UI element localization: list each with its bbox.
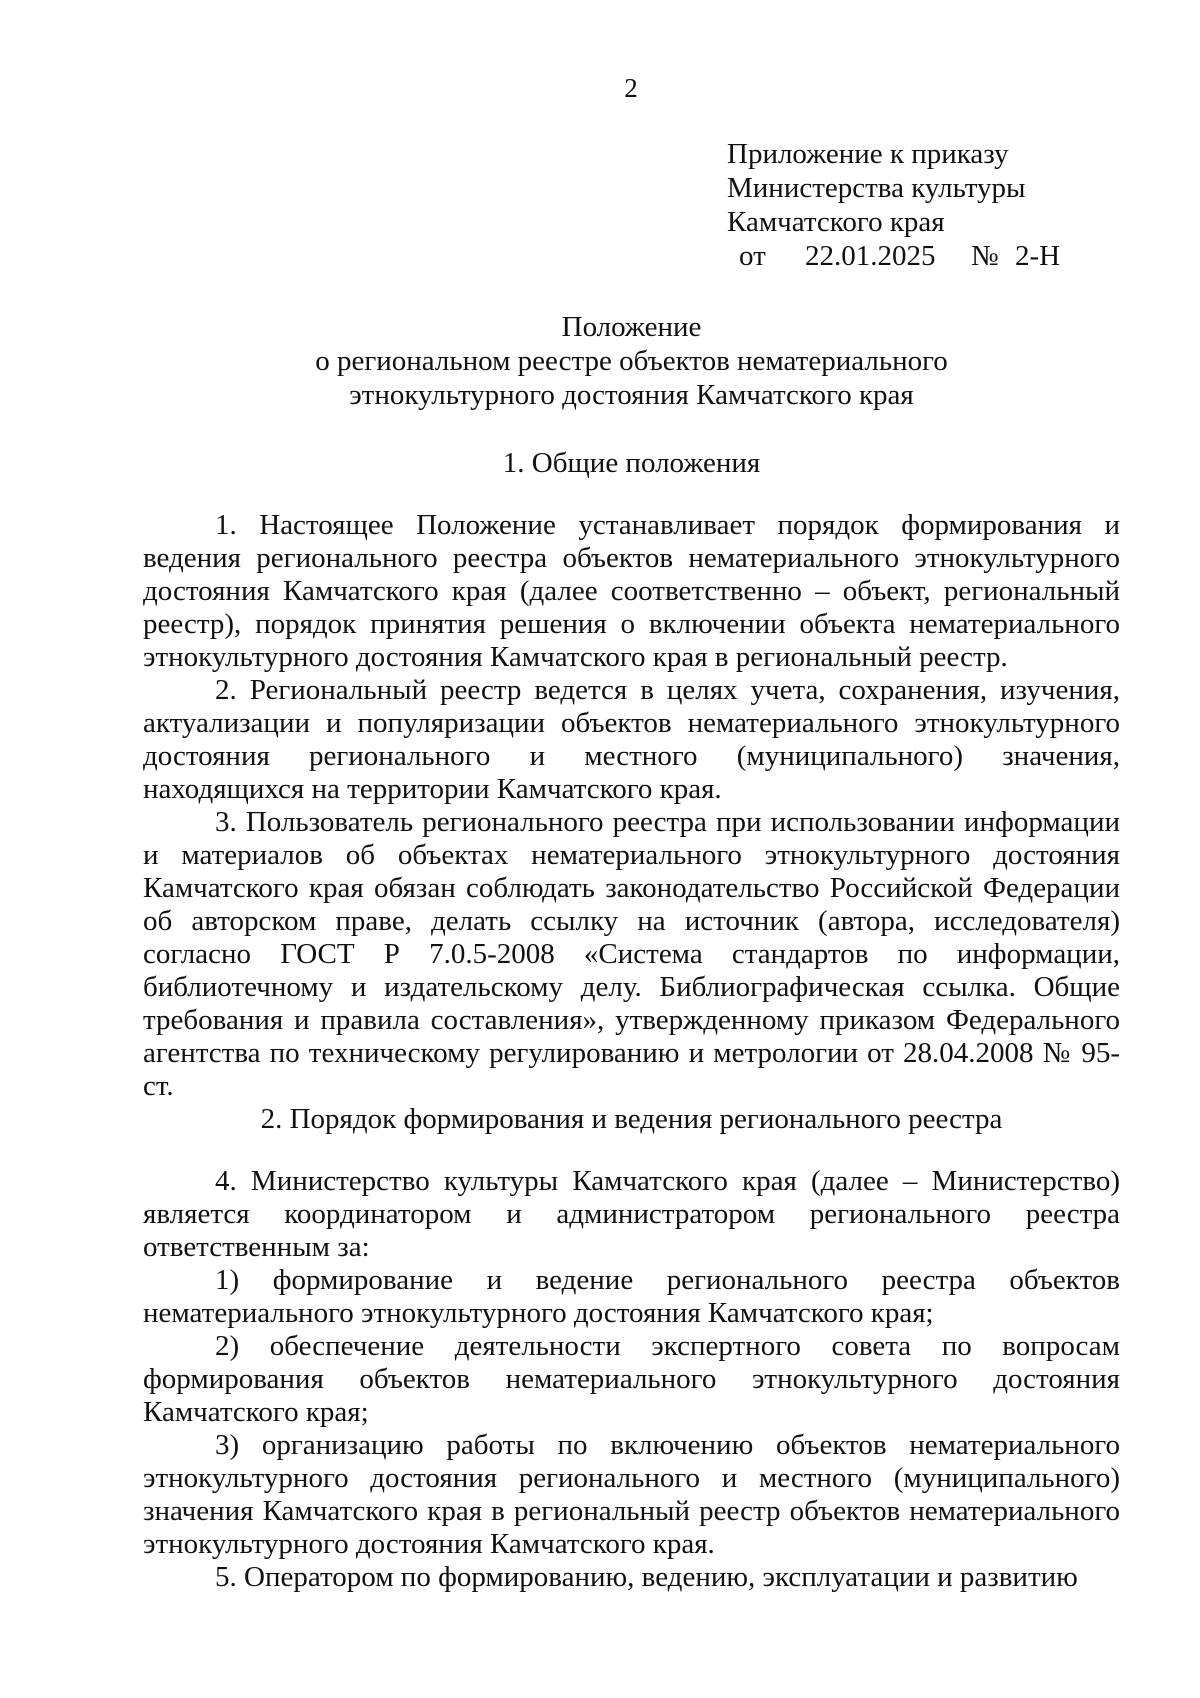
section-2-heading: 2. Порядок формирования и ведения регионального реестра [260,1103,1003,1135]
paragraph-4: 4. Министерство культуры Камчатского края (далее – Министерство) является координатором и администратором регионального реестра ответственным за: [143,1165,1120,1263]
list-item-1: 1) формирование и ведение регионального реестра объектов нематериального этнокультурного достояния Камчатского края; [143,1264,1120,1329]
appendix-number: 2-Н [1015,240,1061,272]
title-line-2: о региональном реестре объектов нематериального [315,345,948,377]
list-item-2: 2) обеспечение деятельности экспертного совета по вопросам формирования объектов нематериального этнокультурного достояния Камчатского края; [143,1330,1120,1428]
appendix-block [727,137,1147,273]
appendix-line-3: Камчатского края [727,206,945,238]
document-title [143,310,1120,412]
section-1-body [143,509,1120,1103]
appendix-number-sign: № [971,240,999,272]
paragraph-3: 3. Пользователь регионального реестра при использовании информации и материалов об объектах нематериального этнокультурного достояния Камчатского края обязан соблюдать законодательство Российской Федерации об авторском праве, делать ссылку на источник (автора, исследователя) согласно ГОСТ Р 7.0.5-2008 «Система стандартов по информации, библиотечному и издательскому делу. Библиографическая ссылка. Общие требования и правила составления», утвержденному приказом Федерального агентства по техническому регулированию и метрологии от 28.04.2008 № 95-ст. [143,806,1120,1102]
title-line-3: этнокультурного достояния Камчатского края [349,379,914,411]
paragraph-5: 5. Оператором по формированию, ведению, эксплуатации и развитию [215,1561,1078,1593]
appendix-from-label: от [739,240,766,272]
list-item-3: 3) организацию работы по включению объектов нематериального этнокультурного достояния регионального и местного (муниципального) значения Камчатского края в региональный реестр объектов нематериального этнокультурного достояния Камчатского края. [143,1429,1120,1560]
section-1-heading: 1. Общие положения [502,447,761,479]
appendix-line-1: Приложение к приказу [727,138,1009,170]
title-line-1: Положение [561,311,702,343]
section-2-body [143,1165,1120,1594]
paragraph-1: 1. Настоящее Положение устанавливает порядок формирования и ведения регионального реестра объектов нематериального этнокультурного достояния Камчатского края (далее соответственно – объект, региональный реестр), порядок принятия решения о включении объекта нематериального этнокультурного достояния Камчатского края в региональный реестр. [143,509,1120,673]
appendix-line-2: Министерства культуры [727,172,1026,204]
page-number: 2 [624,73,638,103]
appendix-date: 22.01.2025 [805,240,936,272]
paragraph-2: 2. Региональный реестр ведется в целях учета, сохранения, изучения, актуализации и популяризации объектов нематериального этнокультурного достояния регионального и местного (муниципального) значения, находящихся на территории Камчатского края. [143,674,1120,805]
appendix-order-meta [727,239,1147,273]
